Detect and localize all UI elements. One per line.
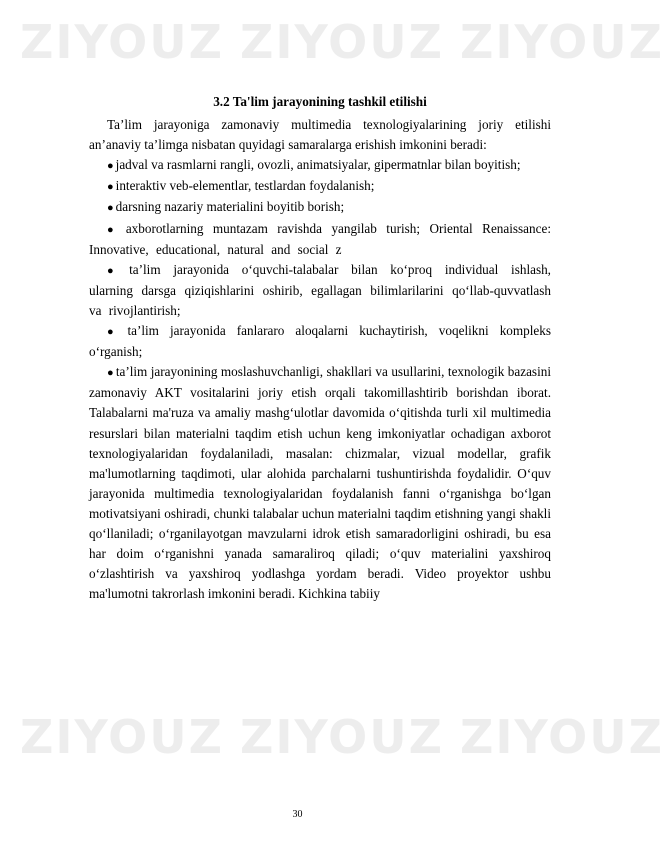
list-item-text: darsning nazariy materialini boyitib borish;	[115, 199, 345, 215]
intro-paragraph: Ta’lim jarayoniga zamonaviy multimedia texnologiyalarining joriy etilishi an’anaviy ta’limga nisbatan quyidagi samaralarga erishish imkonini beradi:	[89, 117, 551, 153]
list-item-text: jadval va rasmlarni rangli, ovozli, animatsiyalar, gipermatnlar bilan boyitish;	[115, 157, 521, 173]
list-item-text: axborotlarning muntazam ravishda yangilab turish; Oriental Renaissance: Innovative, educational, natural and social z	[89, 220, 551, 257]
bullet-icon: ●	[107, 367, 114, 380]
bullet-icon: ●	[107, 160, 114, 173]
list-item	[89, 362, 551, 604]
watermark: ZIYOUZ	[460, 710, 664, 764]
watermark: ZIYOUZ	[460, 15, 664, 69]
watermark: ZIYOUZ	[20, 710, 224, 764]
list-item	[89, 219, 551, 260]
watermark: ZIYOUZ	[240, 15, 444, 69]
list-item-text: interaktiv veb-elementlar, testlardan foydalanish;	[115, 178, 375, 194]
bullet-icon: ●	[107, 264, 120, 277]
watermark: ZIYOUZ	[20, 15, 224, 69]
list-item	[89, 260, 551, 321]
list-item-text: ta’lim jarayonida fanlararo aloqalarni kuchaytirish, voqelikni kompleks o‘rganish;	[89, 323, 551, 360]
list-item	[89, 155, 551, 176]
bullet-icon: ●	[107, 181, 114, 194]
list-item	[89, 321, 551, 362]
bullet-icon: ●	[107, 202, 114, 215]
watermark: ZIYOUZ	[240, 710, 444, 764]
list-item	[89, 197, 551, 218]
page-number: 30	[292, 809, 303, 820]
bullet-icon: ●	[107, 223, 116, 236]
bullet-icon: ●	[107, 326, 118, 339]
list-item	[89, 176, 551, 197]
section-title: 3.2 Ta'lim jarayonining tashkil etilishi	[213, 94, 427, 109]
page-content	[89, 92, 551, 604]
list-item-text: ta’lim jarayonida o‘quvchi-talabalar bilan ko‘proq individual ishlash, ularning darsga qiziqishlarini oshirib, egallagan bilimlarilarini qo‘llab-quvvatlash va rivojlantirish;	[89, 261, 551, 318]
list-item-text: ta’lim jarayonining moslashuvchanligi, shakllari va usullarini, texnologik bazasini zamonaviy AKT vositalarini joriy etish orqali takomillashtirib borishdan iborat. Talabalarni ma'ruza va amaliy mashg‘ulotlar davomida o‘qitishda turli xil multimedia resurslari bilan materialni taqdim etish uchun keng imkoniyatlar ochadigan axborot texnologiyalaridan foydalaniladi, masalan: chizmalar, vizual modellar, grafik ma'lumotlarning taqdimoti, ular alohida parchalarni tushuntirishda foydalidir. O‘quv jarayonida multimedia texnologiyalaridan foydalanish fanni o‘rganishga bo‘lgan motivatsiyani oshiradi, chunki talabalar uchun materialni taqdim etishning yangi shakli qo‘llaniladi; o‘rganilayotgan mavzularni idrok etish samaradorligini oshiradi, bu esa har doim o‘rganishni yanada samaraliroq qiladi; o‘quv materialini yaxshiroq o‘zlashtirish va yaxshiroq yodlashga yordam beradi. Video proyektor ushbu ma'lumotni takrorlash imkonini beradi. Kichkina tabiiy	[89, 364, 551, 602]
